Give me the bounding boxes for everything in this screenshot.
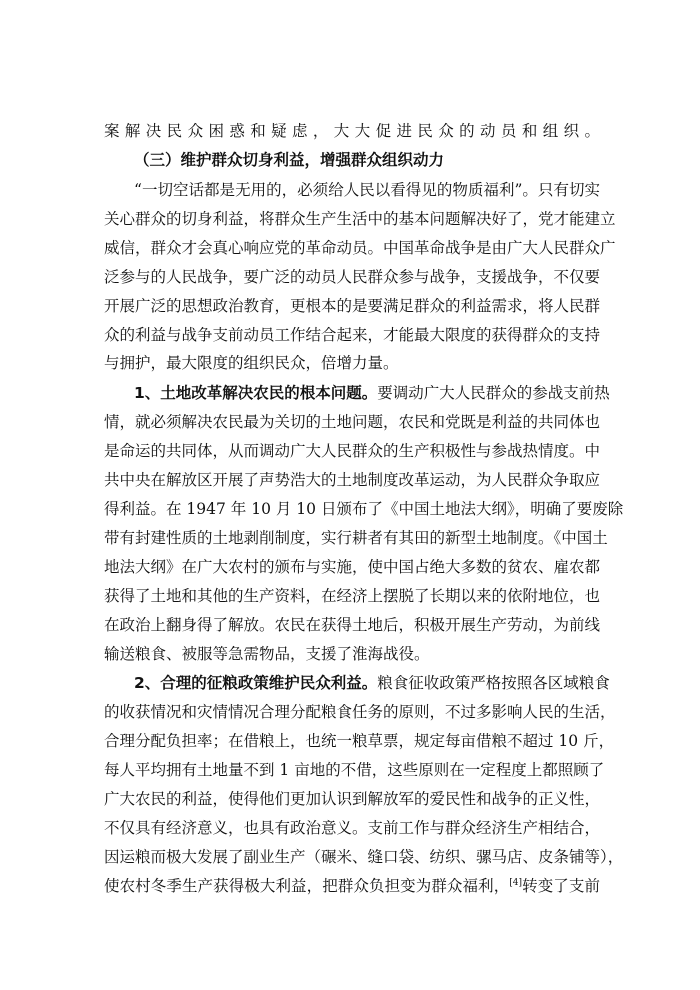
text-line: 案解决民众困惑和疑虑，大大促进民众的动员和组织。 — [104, 122, 600, 140]
text-line: 泛参与的人民战争，要广泛的动员人民群众参与战争，支援战争，不仅要 — [104, 268, 601, 286]
text-line: 地法大纲》在广大农村的颁布与实施，使中国占绝大多数的贫农、雇农都 — [104, 558, 601, 576]
text-line: 众的利益与战争支前动员工作结合起来，才能最大限度的获得群众的支持 — [104, 326, 601, 344]
text-line: 关心群众的切身利益，将群众生产生活中的基本问题解决好了，党才能建立 — [104, 210, 616, 228]
citation-reference[interactable]: [4] — [509, 877, 523, 888]
text-line: 获得了土地和其他的生产资料，在经济上摆脱了长期以来的依附地位，也 — [104, 587, 601, 605]
text-segment: 使农村冬季生产获得极大利益，把群众负担变为群众福利， — [104, 877, 510, 895]
text-line: 不仅具有经济意义，也具有政治意义。支前工作与群众经济生产相结合， — [104, 819, 601, 837]
text-line: 共中央在解放区开展了声势浩大的土地制度改革运动，为人民群众争取应 — [104, 471, 601, 489]
text-line: 因运粮而极大发展了副业生产（碾米、缝口袋、纺织、骡马店、皮条铺等）， — [104, 848, 624, 866]
paragraph-lead-line — [134, 673, 610, 693]
text-line: 输送粮食、被服等急需物品，支援了淮海战役。 — [104, 645, 430, 663]
paragraph-text: 粮食征收政策严格按照各区域粮食 — [377, 674, 610, 692]
text-line: 广大农民的利益，使得他们更加认识到解放军的爱民性和战争的正义性， — [104, 790, 601, 808]
text-line: 得利益。在 1947 年 10 月 10 日颁布了《中国土地法大纲》，明确了要废除 — [104, 500, 624, 518]
text-line: 在政治上翻身得了解放。农民在获得土地后，积极开展生产劳动，为前线 — [104, 616, 601, 634]
section-heading: （三）维护群众切身利益，增强群众组织动力 — [134, 151, 445, 169]
text-line: 开展广泛的思想政治教育，更根本的是要满足群众的利益需求，将人民群 — [104, 297, 601, 315]
paragraph-heading: 2、合理的征粮政策维护民众利益。 — [134, 674, 378, 692]
text-line: 与拥护，最大限度的组织民众，倍增力量。 — [104, 354, 399, 372]
text-line: 情，就必须解决农民最为关切的土地问题，农民和党既是利益的共同体也 — [104, 413, 601, 431]
paragraph-text: 要调动广大人民群众的参战支前热 — [377, 384, 610, 402]
text-segment: 转变了支前 — [522, 877, 600, 895]
text-line: 威信，群众才会真心响应党的革命动员。中国革命战争是由广大人民群众广 — [104, 239, 616, 257]
text-line: 带有封建性质的土地剥削制度，实行耕者有其田的新型土地制度。《中国土 — [104, 529, 608, 547]
paragraph-heading: 1、土地改革解决农民的根本问题。 — [134, 384, 378, 402]
text-line: 合理分配负担率；在借粮上，也统一粮草票，规定每亩借粮不超过 10 斤， — [104, 732, 615, 750]
text-line: 每人平均拥有土地量不到 1 亩地的不借，这些原则在一定程度上都照顾了 — [104, 761, 605, 779]
text-line: 的收获情况和灾情情况合理分配粮食任务的原则，不过多影响人民的生活， — [104, 703, 616, 721]
paragraph-lead-line — [134, 383, 610, 403]
text-line — [104, 876, 600, 896]
text-line: 是命运的共同体，从而调动广大人民群众的生产积极性与参战热情度。中 — [104, 442, 601, 460]
text-line: “一切空话都是无用的，必须给人民以看得见的物质福利”。只有切实 — [134, 181, 600, 199]
